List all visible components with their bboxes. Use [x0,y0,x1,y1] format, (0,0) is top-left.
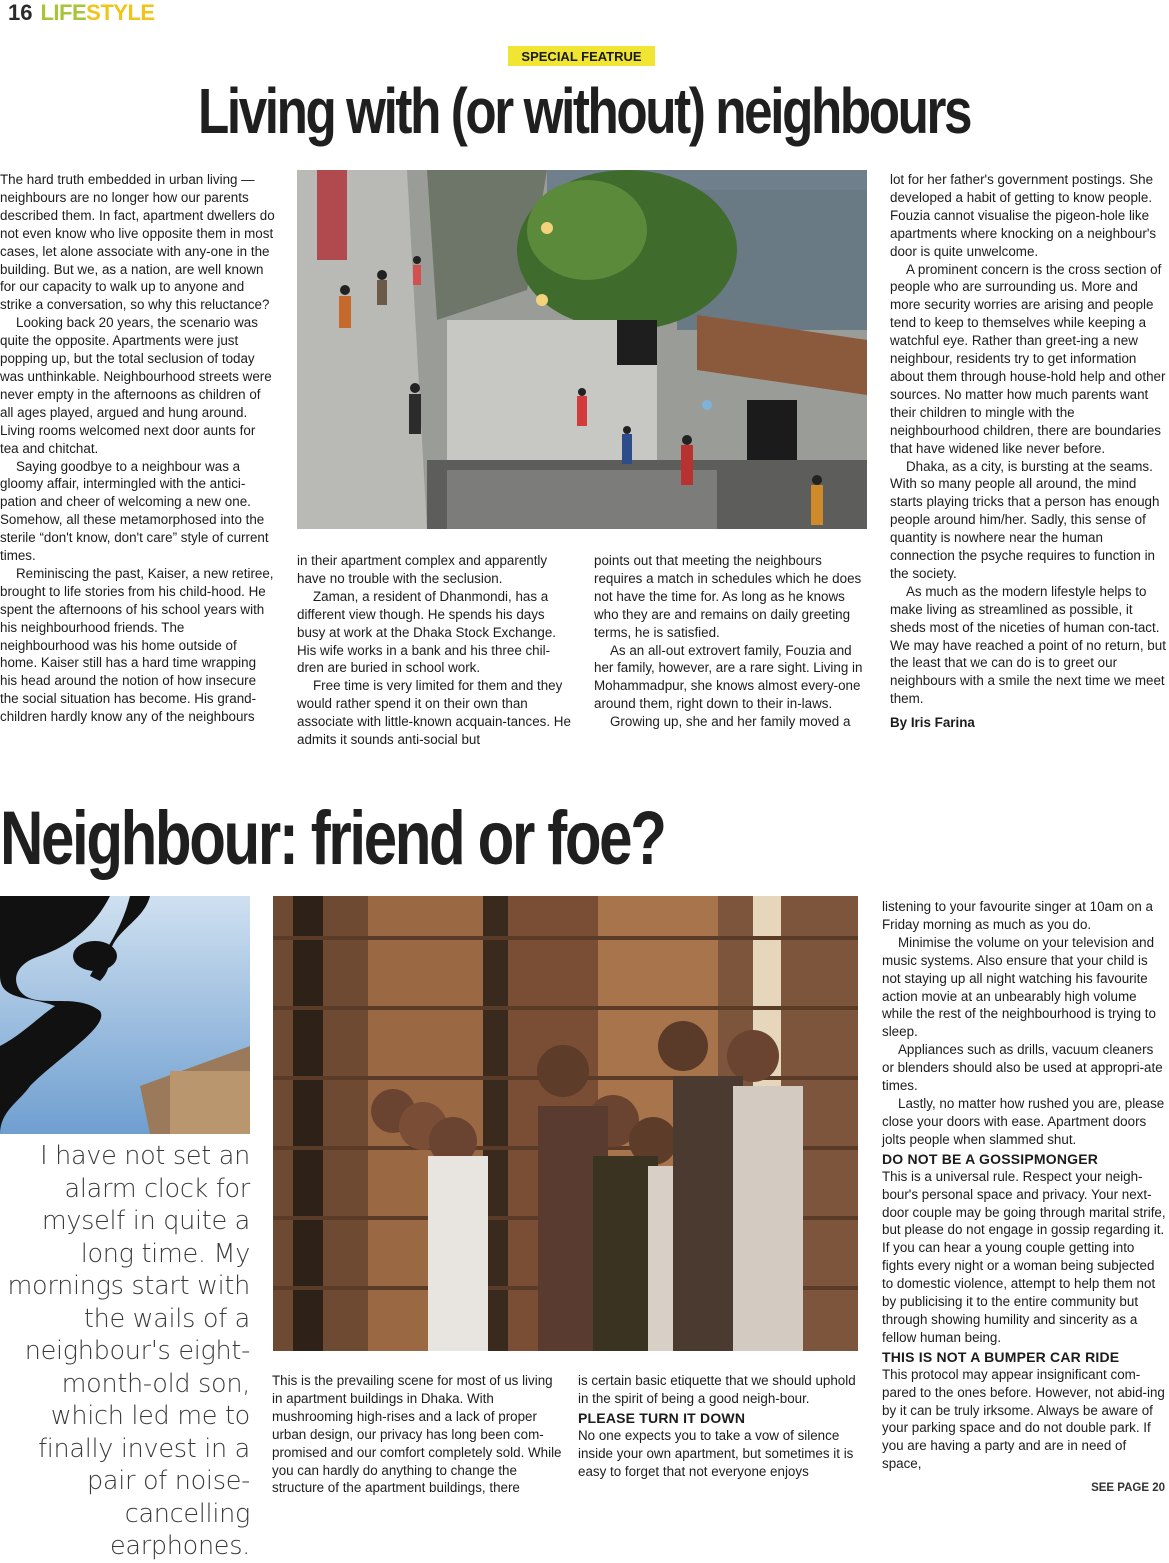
section-logo-style: STYLE [86,0,155,25]
special-feature-tag: SPECIAL FEATRUE [508,46,655,66]
article1-column-1 [0,171,276,726]
paragraph: Zaman, a resident of Dhanmondi, has a different view though. He spends his days busy at work at the Dhaka Stock Exchange. His wife works in a bank and his three chil-dren are buried in school work. [297,588,557,676]
section-logo-life: LIFE [40,0,87,25]
paragraph: points out that meeting the neighbours requires a match in schedules which he does not have the time for. As long as he knows who they are and remains on daily greeting terms, he is satisfied. [594,553,862,640]
section-logo [40,0,154,26]
paragraph: A prominent concern is the cross section of people who are surrounding us. More and more security worries are arising and people tend to keep to themselves while keeping a watchful eye. Rather than greet-ing a new neighbour, residents try to get information about them through house-hold help and other sources. No matter how much parents want their children to mingle with the neighbourhood children, there are boundaries that have widened like never before. [890,261,1166,456]
paragraph: This is a universal rule. Respect your neigh-bour's personal space and privacy. Your next-door couple may be going through marital strife, but please do not engage in gossip regarding it. If you can hear a young couple getting into fights every night or a woman being subjected to domestic violence, attempt to help them not by publicising it to the entire community but through showing humility and sincerity as a fellow human being. [882,1168,1166,1345]
subhead-turn-it-down: PLEASE TURN IT DOWN [578,1409,746,1426]
pull-quote: I have not set an alarm clock for myself in quite a long time. My mornings start with the wails of a neighbour's eight-month-old son, which led me to finally invest in a pair of noise-cancelling earphones. [7,1141,250,1561]
paragraph: This is the prevailing scene for most of us living in apartment buildings in Dhaka. With mushrooming high-rises and a lack of proper urban design, our privacy has long been com-promised and our comfort completely sold. While you can hardly do anything to change the structure of the apartment buildings, there [272,1373,562,1496]
article2-headline: Neighbour: friend or foe? [0,796,665,881]
article1-column-4 [890,171,1166,732]
paragraph: As an all-out extrovert family, Fouzia and her family, however, are a rare sight. Living in Mohammadpur, she knows almost every-one around them, right down to their in-laws. [594,642,863,712]
paragraph: No one expects you to take a vow of silence inside your own apartment, but sometimes it is easy to forget that not everyone enjoys [578,1427,854,1479]
article2-column-2 [578,1372,868,1481]
article1-column-2 [297,552,573,749]
paragraph: Minimise the volume on your television and music systems. Also ensure that your child is not staying up all night watching his favourite action movie at an unbearably high volume while the rest of the neighbourhood is trying to sleep. [882,934,1156,1040]
silhouette-photo [0,896,250,1134]
paragraph: As much as the modern lifestyle helps to make living as streamlined as possible, it sheds most of the niceties of human con-tact. We may have reached a point of no return, but the least that we can do is to greet our neighbours with a smile the next time we meet them. [890,583,1166,707]
paragraph: Looking back 20 years, the scenario was quite the opposite. Apartments were just popping up, but the total seclusion of today was unthinkable. Neighbourhood streets were never empty in the afternoons as children of all ages played, argued and hung around. Living rooms welcomed next door aunts for tea and chitchat. [0,315,272,456]
paragraph: Reminiscing the past, Kaiser, a new retiree, brought to life stories from his child-hood. He spent the afternoons of his school years with his neighbourhood friends. The neighbourhood was his home outside of home. Kaiser still has a hard time wrapping his head around the notion of how insecure the social situation has become. His grand-children hardly know any of the neighbours [0,565,274,725]
paragraph: This protocol may appear insignificant com-pared to the ones before. However, not abid-ing by it can be truly irksome. Always be aware of your parking space and do not double park. If you are having a party and are in need of space, [882,1366,1165,1472]
continued-jump-line: SEE PAGE 20 [1091,1482,1165,1494]
paragraph: Lastly, no matter how rushed you are, please close your doors with ease. Apartment doors jolts people when slammed shut. [882,1095,1165,1147]
paragraph: is certain basic etiquette that we should uphold in the spirit of being a good neigh-bour. [578,1373,856,1406]
paragraph: Dhaka, as a city, is bursting at the seams. With so many people all around, the mind starts playing tricks that a person has enough people around him/her. Sadly, this sense of quantity is nowhere near the human connection the psyche requires to function in the society. [890,458,1160,581]
paragraph: Appliances such as drills, vacuum cleaners or blenders should also be used at appropri-ate times. [882,1042,1163,1094]
article1-column-3 [594,552,870,731]
subhead-bumper-car: THIS IS NOT A BUMPER CAR RIDE [882,1348,1120,1365]
paragraph: The hard truth embedded in urban living — neighbours are no longer how our parents described them. In fact, apartment dwellers do not even know who live opposite them in most cases, let alone associate with any-one in the building. But we, as a nation, are well known for our capacity to walk up to anyone and strike a conversation, so why this reluctance? [0,172,275,313]
article2-column-3 [882,898,1166,1473]
article2-column-1 [272,1372,564,1497]
paragraph: in their apartment complex and apparently have no trouble with the seclusion. [297,553,548,586]
paragraph: lot for her father's government postings. She developed a habit of getting to know people. Fouzia cannot visualise the pigeon-hole like apartments where knocking on a neighbour's door is quite unwelcome. [890,172,1157,259]
paragraph: Free time is very limited for them and they would rather spend it on their own than associate with little-known acquain-tances. He admits it sounds anti-social but [297,678,571,748]
paragraph: listening to your favourite singer at 10am on a Friday morning as much as you do. [882,899,1153,932]
paragraph: Saying goodbye to a neighbour was a gloomy affair, intermingled with the antici-pation and cheer of welcoming a new one. Somehow, all these metamorphosed into the sterile “don't know, don't care” style of current times. [0,458,269,564]
page-folio [8,0,155,26]
subhead-gossipmonger: DO NOT BE A GOSSIPMONGER [882,1150,1099,1167]
paragraph: Growing up, she and her family moved a [610,714,851,730]
neighbours-group-photo [273,896,858,1351]
rooftop-photo [297,170,867,529]
byline: By Iris Farina [890,715,975,731]
page-number: 16 [8,0,33,25]
article1-headline: Living with (or without) neighbours [198,75,971,147]
